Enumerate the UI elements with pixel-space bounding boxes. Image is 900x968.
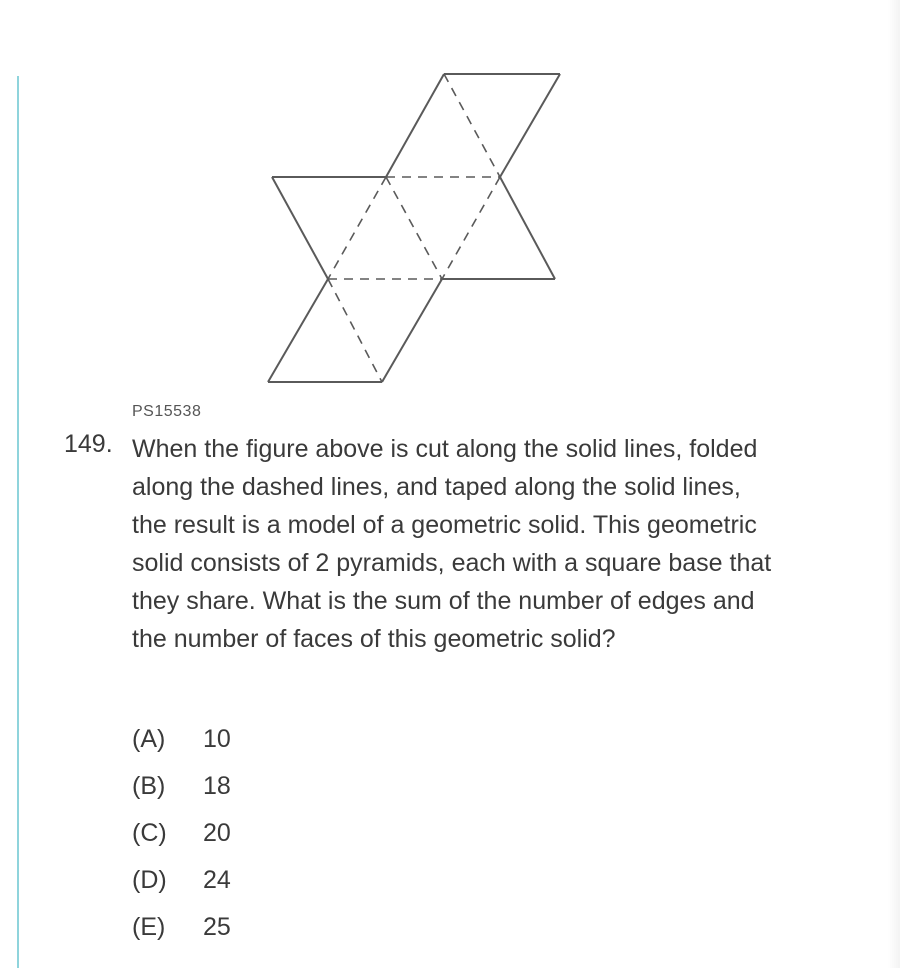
solid-edge [500,74,560,177]
solid-edge [272,177,328,279]
fold-line [386,177,442,279]
choice-letter: (C) [132,819,167,847]
choice-value: 24 [203,866,231,894]
problem-id: PS15538 [132,403,202,420]
answer-choice-a[interactable] [132,720,231,767]
problem-number: 149. [64,430,113,458]
choice-value: 18 [203,772,231,800]
answer-choice-d[interactable] [132,861,231,908]
fold-line [328,177,386,279]
choice-letter: (A) [132,725,166,753]
answer-choice-b[interactable] [132,767,231,814]
solid-edge [382,279,442,382]
fold-line [442,177,500,279]
choice-letter: (D) [132,866,167,894]
choice-value: 20 [203,819,231,847]
choice-letter: (E) [132,913,166,941]
choice-letter: (B) [132,772,166,800]
fold-line [444,74,500,177]
answer-choice-e[interactable] [132,908,231,955]
solid-edge [500,177,555,279]
choice-value: 10 [203,725,231,753]
fold-line [328,279,382,382]
answer-choices [132,720,231,955]
answer-choice-c[interactable] [132,814,231,861]
solid-edge [268,279,328,382]
solid-edge [386,74,444,177]
choice-value: 25 [203,913,231,941]
problem-text: When the figure above is cut along the solid lines, folded along the dashed lines, and taped along the solid lines, the result is a model of a geometric solid. This geometric solid consists of 2 pyramids, each with a square base that they share. What is the sum of the number of edges and the number of faces of this geometric solid? [132,435,772,653]
octahedron-net-figure [0,0,900,400]
